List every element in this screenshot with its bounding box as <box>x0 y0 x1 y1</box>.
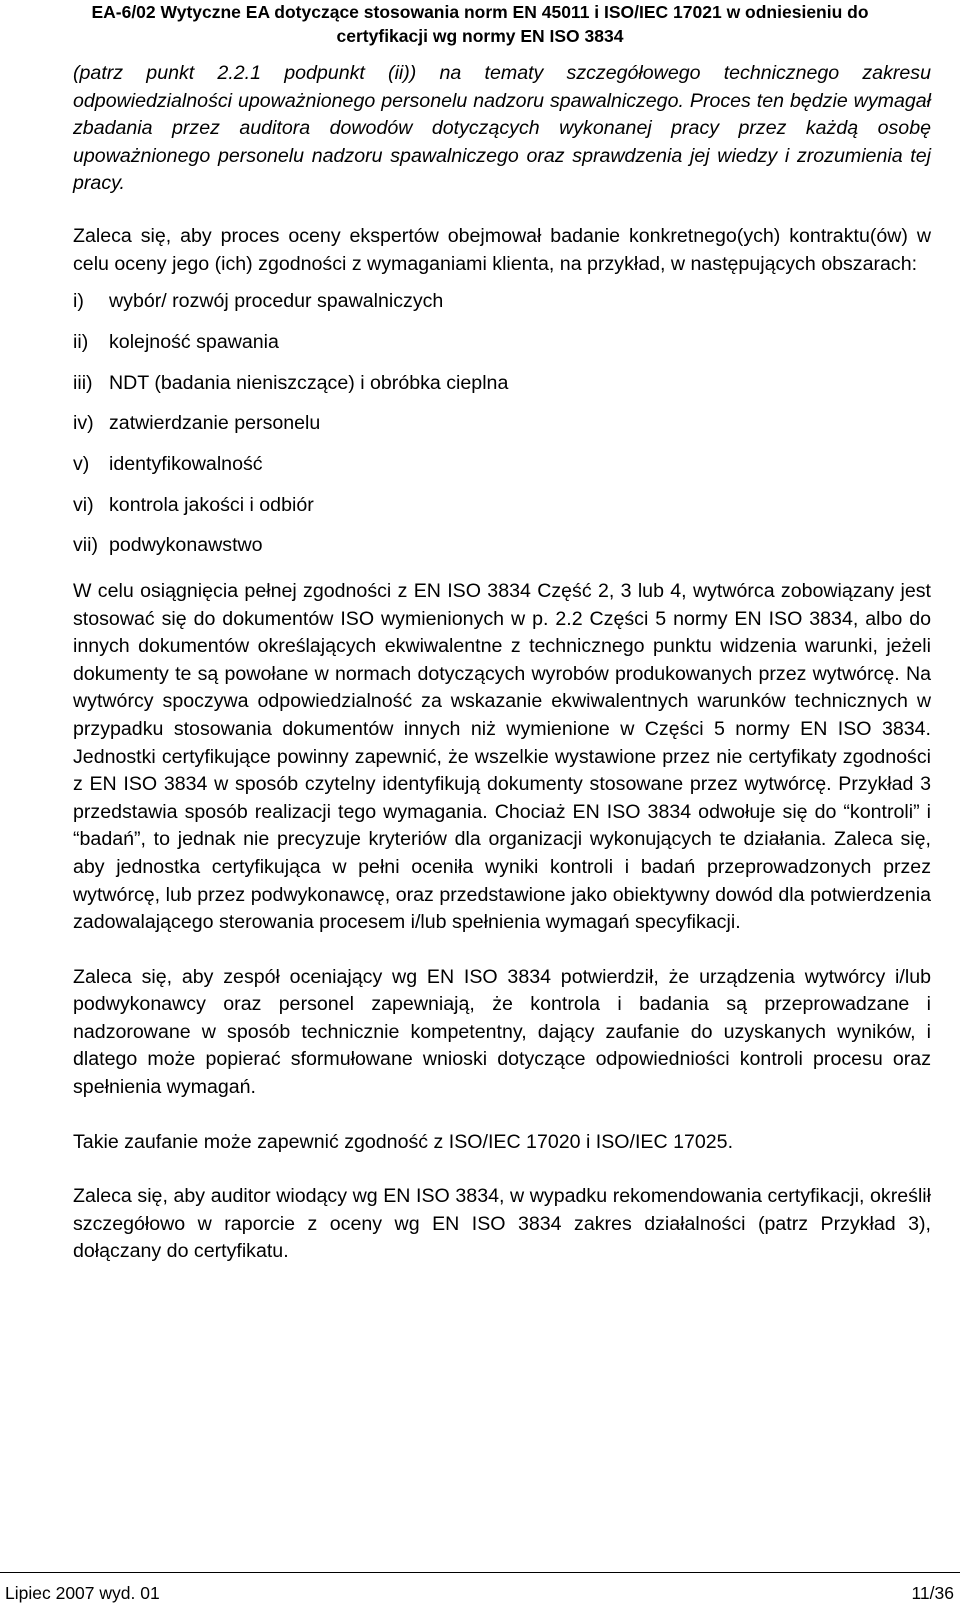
intro-paragraph: (patrz punkt 2.2.1 podpunkt (ii)) na tematy szczegółowego technicznego zakresu odpowiedzialności upoważnionego personelu nadzoru spawalniczego. Proces ten będzie wymagał zbadania przez auditora dowodów dotyczących wykonanej pracy przez każdą osobę upoważnionego personelu nadzoru spawalniczego oraz sprawdzenia jej wiedzy i zrozumienia tej pracy. <box>73 62 931 195</box>
paragraph-confidence: Takie zaufanie może zapewnić zgodność z ISO/IEC 17020 i ISO/IEC 17025. <box>73 1130 734 1153</box>
assessment-areas-list <box>73 288 931 573</box>
list-item-number: v) <box>73 452 90 475</box>
list-item-text: zatwierdzanie personelu <box>109 412 321 435</box>
footer-page-number: 11/36 <box>911 1583 954 1603</box>
footer-date-edition: Lipiec 2007 wyd. 01 <box>5 1583 160 1603</box>
paragraph-assessment-team: Zaleca się, aby zespół oceniający wg EN ISO 3834 potwierdził, że urządzenia wytwórcy i/lub podwykonawcy oraz personel zapewniają, że kontrola i badania są przeprowadzane i nadzorowane w sposób technicznie kompetentny, dający zaufanie do uzyskanych wyników, i dlatego może popierać sformułowane wnioski dotyczące odpowiedniości kontroli procesu oraz spełnienia wymagań. <box>73 965 931 1099</box>
list-item-text: wybór/ rozwój procedur spawalniczych <box>109 290 444 313</box>
list-item <box>73 410 931 451</box>
list-item-number: vi) <box>73 493 94 516</box>
list-item <box>73 288 931 329</box>
paragraph-lead-auditor: Zaleca się, aby auditor wiodący wg EN ISO 3834, w wypadku rekomendowania certyfikacji, określił szczegółowo w raporcie z oceny wg EN ISO 3834 zakres działalności (patrz Przykład 3), dołączany do certyfikatu. <box>73 1185 931 1263</box>
list-item-text: kontrola jakości i odbiór <box>109 493 314 516</box>
list-item <box>73 329 931 370</box>
page-footer <box>0 1572 960 1603</box>
list-item-text: identyfikowalność <box>109 452 263 475</box>
page-header <box>0 0 960 48</box>
list-item <box>73 451 931 492</box>
list-item-text: podwykonawstwo <box>109 534 263 557</box>
list-item <box>73 370 931 411</box>
list-item-number: vii) <box>73 534 99 557</box>
list-item <box>73 492 931 533</box>
list-item-number: i) <box>73 290 84 313</box>
list-item-number: iii) <box>73 371 93 394</box>
paragraph-assessment-scope: Zaleca się, aby proces oceny ekspertów obejmował badanie konkretnego(ych) kontraktu(ów) w celu oceny jego (ich) zgodności z wymaganiami klienta, na przykład, w następujących obszarach: <box>73 224 931 275</box>
header-line-1: EA-6/02 Wytyczne EA dotyczące stosowania norm EN 45011 i ISO/IEC 17021 w odniesieniu do <box>91 2 869 22</box>
list-item-number: ii) <box>73 330 89 353</box>
list-item-text: NDT (badania nieniszczące) i obróbka cieplna <box>109 371 509 394</box>
document-body <box>73 60 931 1266</box>
list-item <box>73 532 931 573</box>
paragraph-iso-compliance: W celu osiągnięcia pełnej zgodności z EN ISO 3834 Część 2, 3 lub 4, wytwórca zobowiązany jest stosować się do dokumentów ISO wymienionych w p. 2.2 Części 5 normy EN ISO 3834, albo do innych dokumentów określających ekwiwalentne z technicznego punktu widzenia warunki, jeżeli dokumenty te są powołane w normach dotyczących wyrobów produkowanych przez wytwórcę. Na wytwórcy spoczywa odpowiedzialność za wskazanie ekwiwalentnych warunków technicznych w przypadku stosowania dokumentów innych niż wymienione w Części 5 normy EN ISO 3834. Jednostki certyfikujące powinny zapewnić, że wszelkie wystawione przez nie certyfikaty zgodności z EN ISO 3834 w sposób czytelny identyfikują dokumenty stosowane przez wytwórcę. Przykład 3 przedstawia sposób realizacji tego wymagania. Chociaż EN ISO 3834 odwołuje się do “kontroli” i “badań”, to jednak nie precyzuje kryteriów dla organizacji wykonujących te działania. Zaleca się, aby jednostka certyfikująca w pełni oceniła wyniki kontroli i badań przeprowadzonych przez wytwórcę, lub przez podwykonawcę, oraz przedstawione jako obiektywny dowód dla potwierdzenia zadowalającego sterowania procesem i/lub spełnienia wymagań specyfikacji. <box>73 579 931 934</box>
header-line-2: certyfikacji wg normy EN ISO 3834 <box>336 26 624 46</box>
list-item-text: kolejność spawania <box>109 330 279 353</box>
list-item-number: iv) <box>73 412 94 435</box>
